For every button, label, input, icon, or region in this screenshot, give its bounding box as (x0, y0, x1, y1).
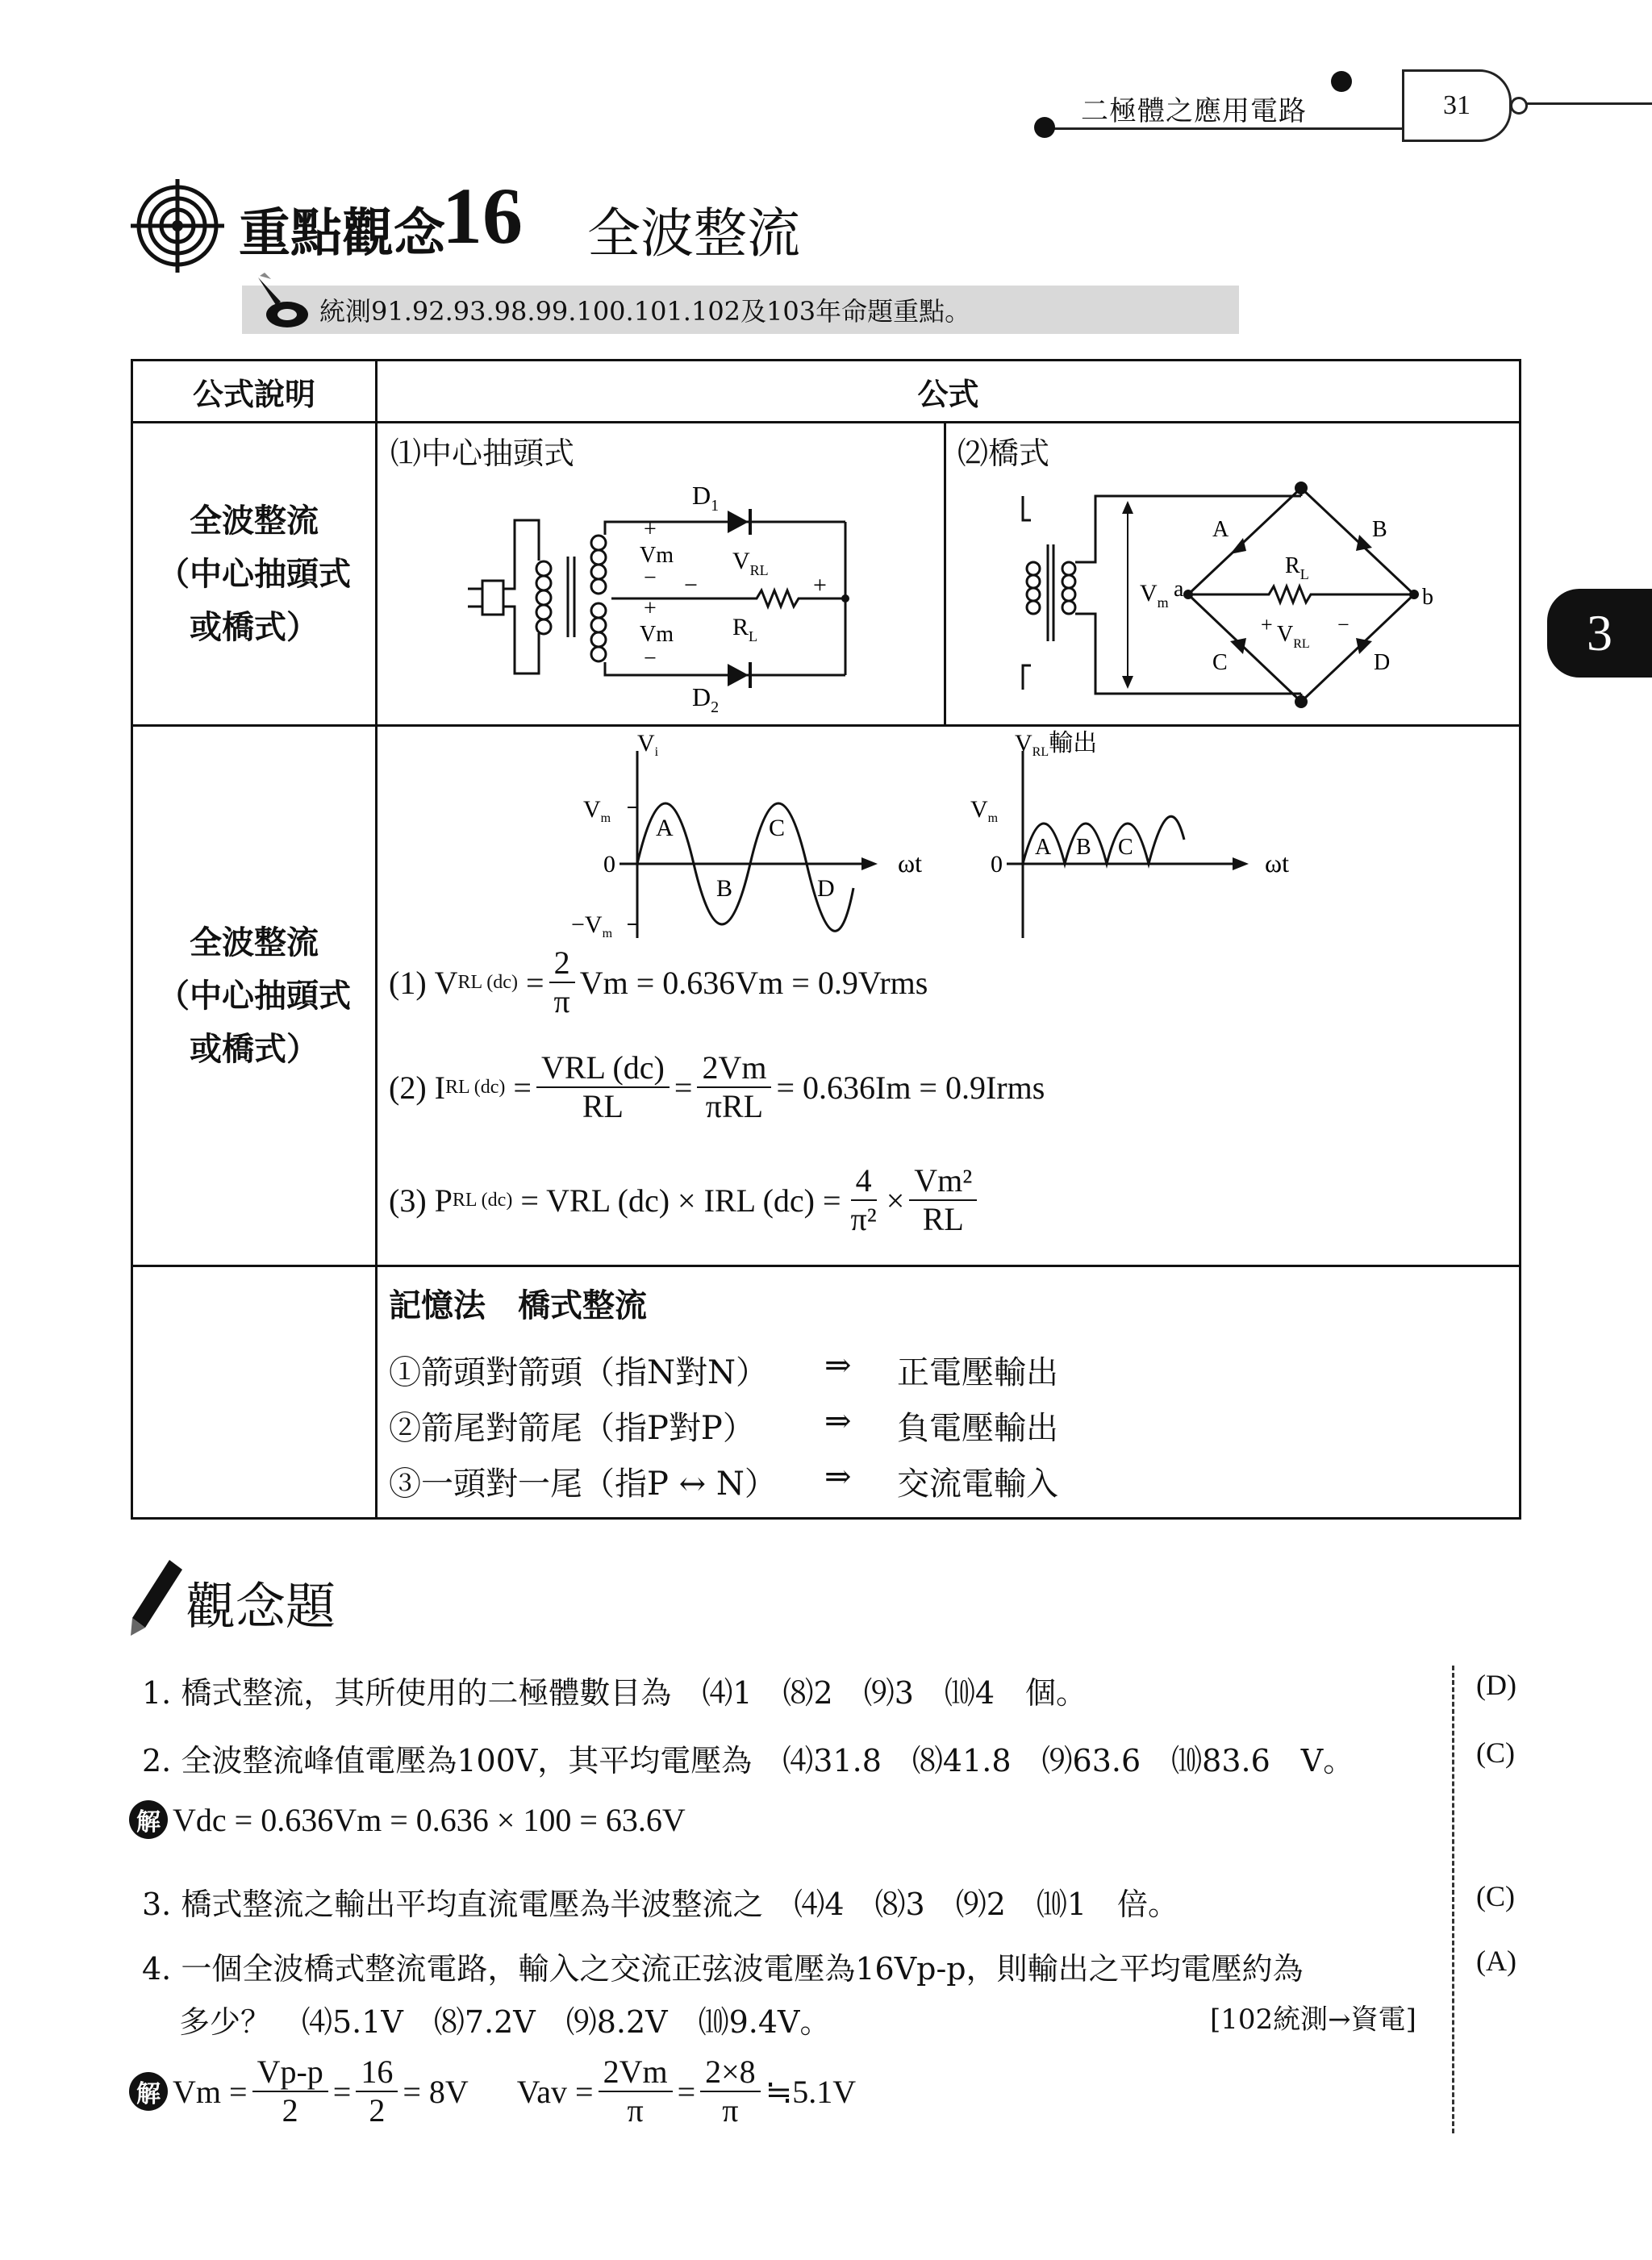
answer-2: (C) (1476, 1737, 1515, 1769)
page-number: 31 (1402, 69, 1512, 142)
bridge-plus: + (1261, 613, 1273, 636)
memory-empty (132, 1266, 377, 1519)
sol4-n4: 2×8 (700, 2054, 761, 2092)
rl-label: $R_L$ (732, 614, 758, 644)
sol4-d2: 2 (369, 2092, 386, 2129)
memory-item-3 (389, 1458, 1508, 1504)
sol4-frac1 (252, 2054, 328, 2129)
wave-vi: $V_i$ (637, 730, 659, 759)
memory-3-right: 交流電輸入 (897, 1466, 1058, 1503)
solution-badge: 解 (129, 1800, 168, 1839)
sol4-frac2 (356, 2054, 398, 2129)
answer-3: (C) (1476, 1880, 1515, 1912)
wave-vm: $V_m$ (583, 796, 611, 825)
f3-frac2 (909, 1162, 977, 1238)
center-tap-plus2: + (644, 596, 657, 621)
center-tap-minus2: − (644, 646, 657, 671)
diode-A: A (1212, 517, 1229, 542)
question-4-source: [102統測→資電] (1210, 2004, 1416, 2036)
d1-label: $D_1$ (692, 481, 720, 515)
diode-B: B (1372, 517, 1387, 542)
sol4-d3: π (627, 2092, 644, 2129)
f1-lhs-sub: RL (dc) (457, 971, 518, 993)
memory-item-2 (389, 1403, 1508, 1449)
f2-lhs-sub: RL (dc) (444, 1076, 506, 1098)
out-vrl: $V_{RL}$輸出 (1015, 729, 1098, 759)
header-dot-right (1331, 71, 1352, 92)
f2-d2: πRL (705, 1088, 764, 1124)
diode-D: D (1374, 650, 1391, 675)
wave-wt: ωt (898, 849, 922, 878)
f2-frac1 (536, 1049, 670, 1125)
sol4-n1: Vp-p (252, 2054, 328, 2092)
f3-mid: = VRL (dc) × IRL (dc) = (520, 1182, 841, 1219)
sol4-d1: 2 (282, 2092, 298, 2129)
row1-label: 全波整流 （中心抽頭式 或橋式） (132, 423, 377, 726)
f2-frac2 (697, 1049, 771, 1125)
f3-d1: π² (850, 1201, 877, 1237)
center-tap-plus1: + (644, 517, 657, 542)
out-B: B (1076, 835, 1091, 860)
f2-n1: VRL (dc) (536, 1049, 670, 1088)
diode-C: C (1212, 650, 1228, 675)
solution-2-text: Vdc = 0.636Vm = 0.636 × 100 = 63.6V (173, 1801, 686, 1838)
formula-table (131, 359, 1521, 1520)
f3-label: (3) (389, 1182, 427, 1219)
sol4-n3: 2Vm (599, 2054, 673, 2092)
col1-header: 公式說明 (132, 361, 377, 423)
question-4: 4. 一個全波橋式整流電路，輸入之交流正弦波電壓為16Vp-p，則輸出之平均電壓約為 (142, 1951, 1304, 1987)
solution-4: 解 Vm = $\frac{Vp-p}{2}$ = $\frac{16}{2}$ = 8V Vav = $\frac{2Vm}{\pi}$ = $\frac{2\times 8}{\pi}$ ≒5.1V (129, 2054, 856, 2129)
f3-frac1 (846, 1162, 882, 1238)
center-tap-minus1: − (644, 565, 657, 590)
sol4-vm: Vm = (173, 2073, 248, 2110)
chapter-title: 二極體之應用電路 (1081, 95, 1307, 127)
col2-header: 公式 (377, 361, 1521, 423)
center-tap-cell (377, 423, 945, 726)
f2-d1: RL (582, 1088, 624, 1124)
memory-1-left: ①箭頭對箭頭（指N對N） (389, 1354, 768, 1391)
formula-1: (1) V RL (dc) = $\frac{2}{\pi}$ Vm = 0.636Vm = 0.9Vrms (389, 944, 928, 1020)
center-tap-vm1: Vm (640, 543, 674, 568)
f3-d2: RL (922, 1201, 964, 1237)
chapter-tab: 3 (1547, 589, 1652, 678)
memory-3-arrow: ⇒ (824, 1458, 852, 1495)
solution-4-badge: 解 (129, 2072, 168, 2111)
f1-lhs: V (434, 964, 458, 1001)
out-A: A (1035, 835, 1052, 860)
vrl-plus: + (813, 572, 827, 598)
wave-neg-vm: $-V_m$ (571, 911, 613, 940)
node-b: b (1422, 585, 1433, 610)
f2-n2: 2Vm (697, 1049, 771, 1088)
header-rule-right (1526, 102, 1652, 105)
wave-A: A (656, 815, 674, 841)
formula-2: (2) I RL (dc) = $\frac{\text{VRL (dc)}}{RL}$ = $\frac{2Vm}{\text{πRL}}$ = 0.636Im = 0.9Irms (389, 1049, 1045, 1124)
exam-stat-bar (242, 286, 1239, 334)
solution-2 (129, 1800, 686, 1839)
memory-2-left: ②箭尾對箭尾（指P對P） (389, 1410, 755, 1447)
question-3: 3. 橋式整流之輸出平均直流電壓為半波整流之 ⑷4 ⑻3 ⑼2 ⑽1 倍。 (142, 1887, 1179, 1922)
out-wt: ωt (1265, 849, 1289, 878)
bridge-minus: − (1337, 613, 1350, 636)
wave-C: C (769, 815, 786, 841)
sol4-d4: π (722, 2092, 739, 2129)
sol4-n2: 16 (356, 2054, 398, 2092)
memory-item-1 (389, 1347, 1508, 1393)
center-tap-label: ⑴中心抽頭式 (390, 436, 575, 471)
waveform-formula-cell (377, 726, 1521, 1266)
header-gate-bubble (1510, 97, 1528, 115)
sol4-frac3 (599, 2054, 673, 2129)
f2-rest: = 0.636Im = 0.9Irms (776, 1069, 1045, 1106)
memory-title: 記憶法 橋式整流 (389, 1287, 647, 1324)
bridge-vrl: $V_{RL}$ (1277, 622, 1310, 651)
wave-zero: 0 (603, 851, 615, 878)
f1-rest: Vm = 0.636Vm = 0.9Vrms (579, 964, 928, 1001)
question-4-line2: 多少？ ⑷5.1V ⑻7.2V ⑼8.2V ⑽9.4V。 (179, 2004, 831, 2040)
question-1: 1. 橋式整流，其所使用的二極體數目為 ⑷1 ⑻2 ⑼3 ⑽4 個。 (142, 1675, 1087, 1711)
sol4-r2: ≒5.1V (765, 2073, 857, 2110)
f3-lhs-sub: RL (dc) (452, 1189, 513, 1211)
f3-n2: Vm² (909, 1162, 977, 1201)
formula-3: (3) P RL (dc) = VRL (dc) × IRL (dc) = $\frac{4}{\text{π²}}$ × $\frac{\text{Vm²}}{RL}$ (389, 1162, 982, 1238)
sol4-frac4 (700, 2054, 761, 2129)
pencil-icon (129, 1557, 186, 1641)
f3-lhs: P (434, 1182, 453, 1219)
bridge-label: ⑵橋式 (957, 436, 1050, 471)
node-a: a (1174, 577, 1184, 602)
out-C: C (1118, 835, 1133, 860)
answer-divider (1452, 1666, 1454, 2133)
memory-cell (377, 1266, 1521, 1519)
wave-B: B (716, 875, 733, 902)
bridge-rl: $R_L$ (1285, 553, 1309, 582)
title-topic: 全波整流 (587, 202, 800, 265)
waveforms (378, 727, 1515, 944)
row2-label: 全波整流 （中心抽頭式 或橋式） (132, 726, 377, 1266)
question-2: 2. 全波整流峰值電壓為100V，其平均電壓為 ⑷31.8 ⑻41.8 ⑼63.6 ⑽83.6 V。 (142, 1743, 1354, 1778)
answer-4: (A) (1476, 1945, 1516, 1977)
bridge-vm: $V_m$ (1140, 580, 1169, 611)
sol4-vav: Vav = (516, 2073, 594, 2110)
f2-lhs: I (434, 1069, 445, 1106)
concept-title: 觀念題 (186, 1577, 336, 1636)
vrl-label: $V_{RL}$ (732, 548, 769, 578)
memory-2-right: 負電壓輸出 (897, 1410, 1058, 1447)
wave-D: D (817, 875, 835, 902)
memory-1-arrow: ⇒ (824, 1347, 852, 1384)
out-zero: 0 (991, 851, 1003, 878)
memory-2-arrow: ⇒ (824, 1403, 852, 1440)
out-vm: $V_m$ (970, 796, 999, 825)
pen-icon (252, 273, 316, 337)
header-dot-left (1034, 117, 1055, 138)
f2-label: (2) (389, 1069, 427, 1106)
d2-label: $D_2$ (692, 682, 720, 716)
sol4-r1: = 8V (403, 2073, 469, 2110)
vrl-minus: − (684, 572, 698, 598)
center-tap-vm2: Vm (640, 622, 674, 647)
f1-num: 2 (549, 944, 575, 983)
f1-frac (549, 944, 575, 1020)
stat-text: 統測91.92.93.98.99.100.101.102及103年命題重點。 (319, 296, 971, 327)
title-prefix: 重點觀念 (239, 204, 445, 264)
memory-1-right: 正電壓輸出 (897, 1354, 1058, 1391)
f3-n1: 4 (851, 1162, 877, 1201)
f1-den: π (553, 983, 570, 1020)
bridge-cell (945, 423, 1521, 726)
target-icon (129, 177, 226, 277)
f1-label: (1) (389, 964, 427, 1001)
memory-3-left: ③一頭對一尾（指P ↔ N） (389, 1466, 777, 1503)
title-number: 16 (442, 171, 523, 261)
answer-1: (D) (1476, 1669, 1516, 1701)
